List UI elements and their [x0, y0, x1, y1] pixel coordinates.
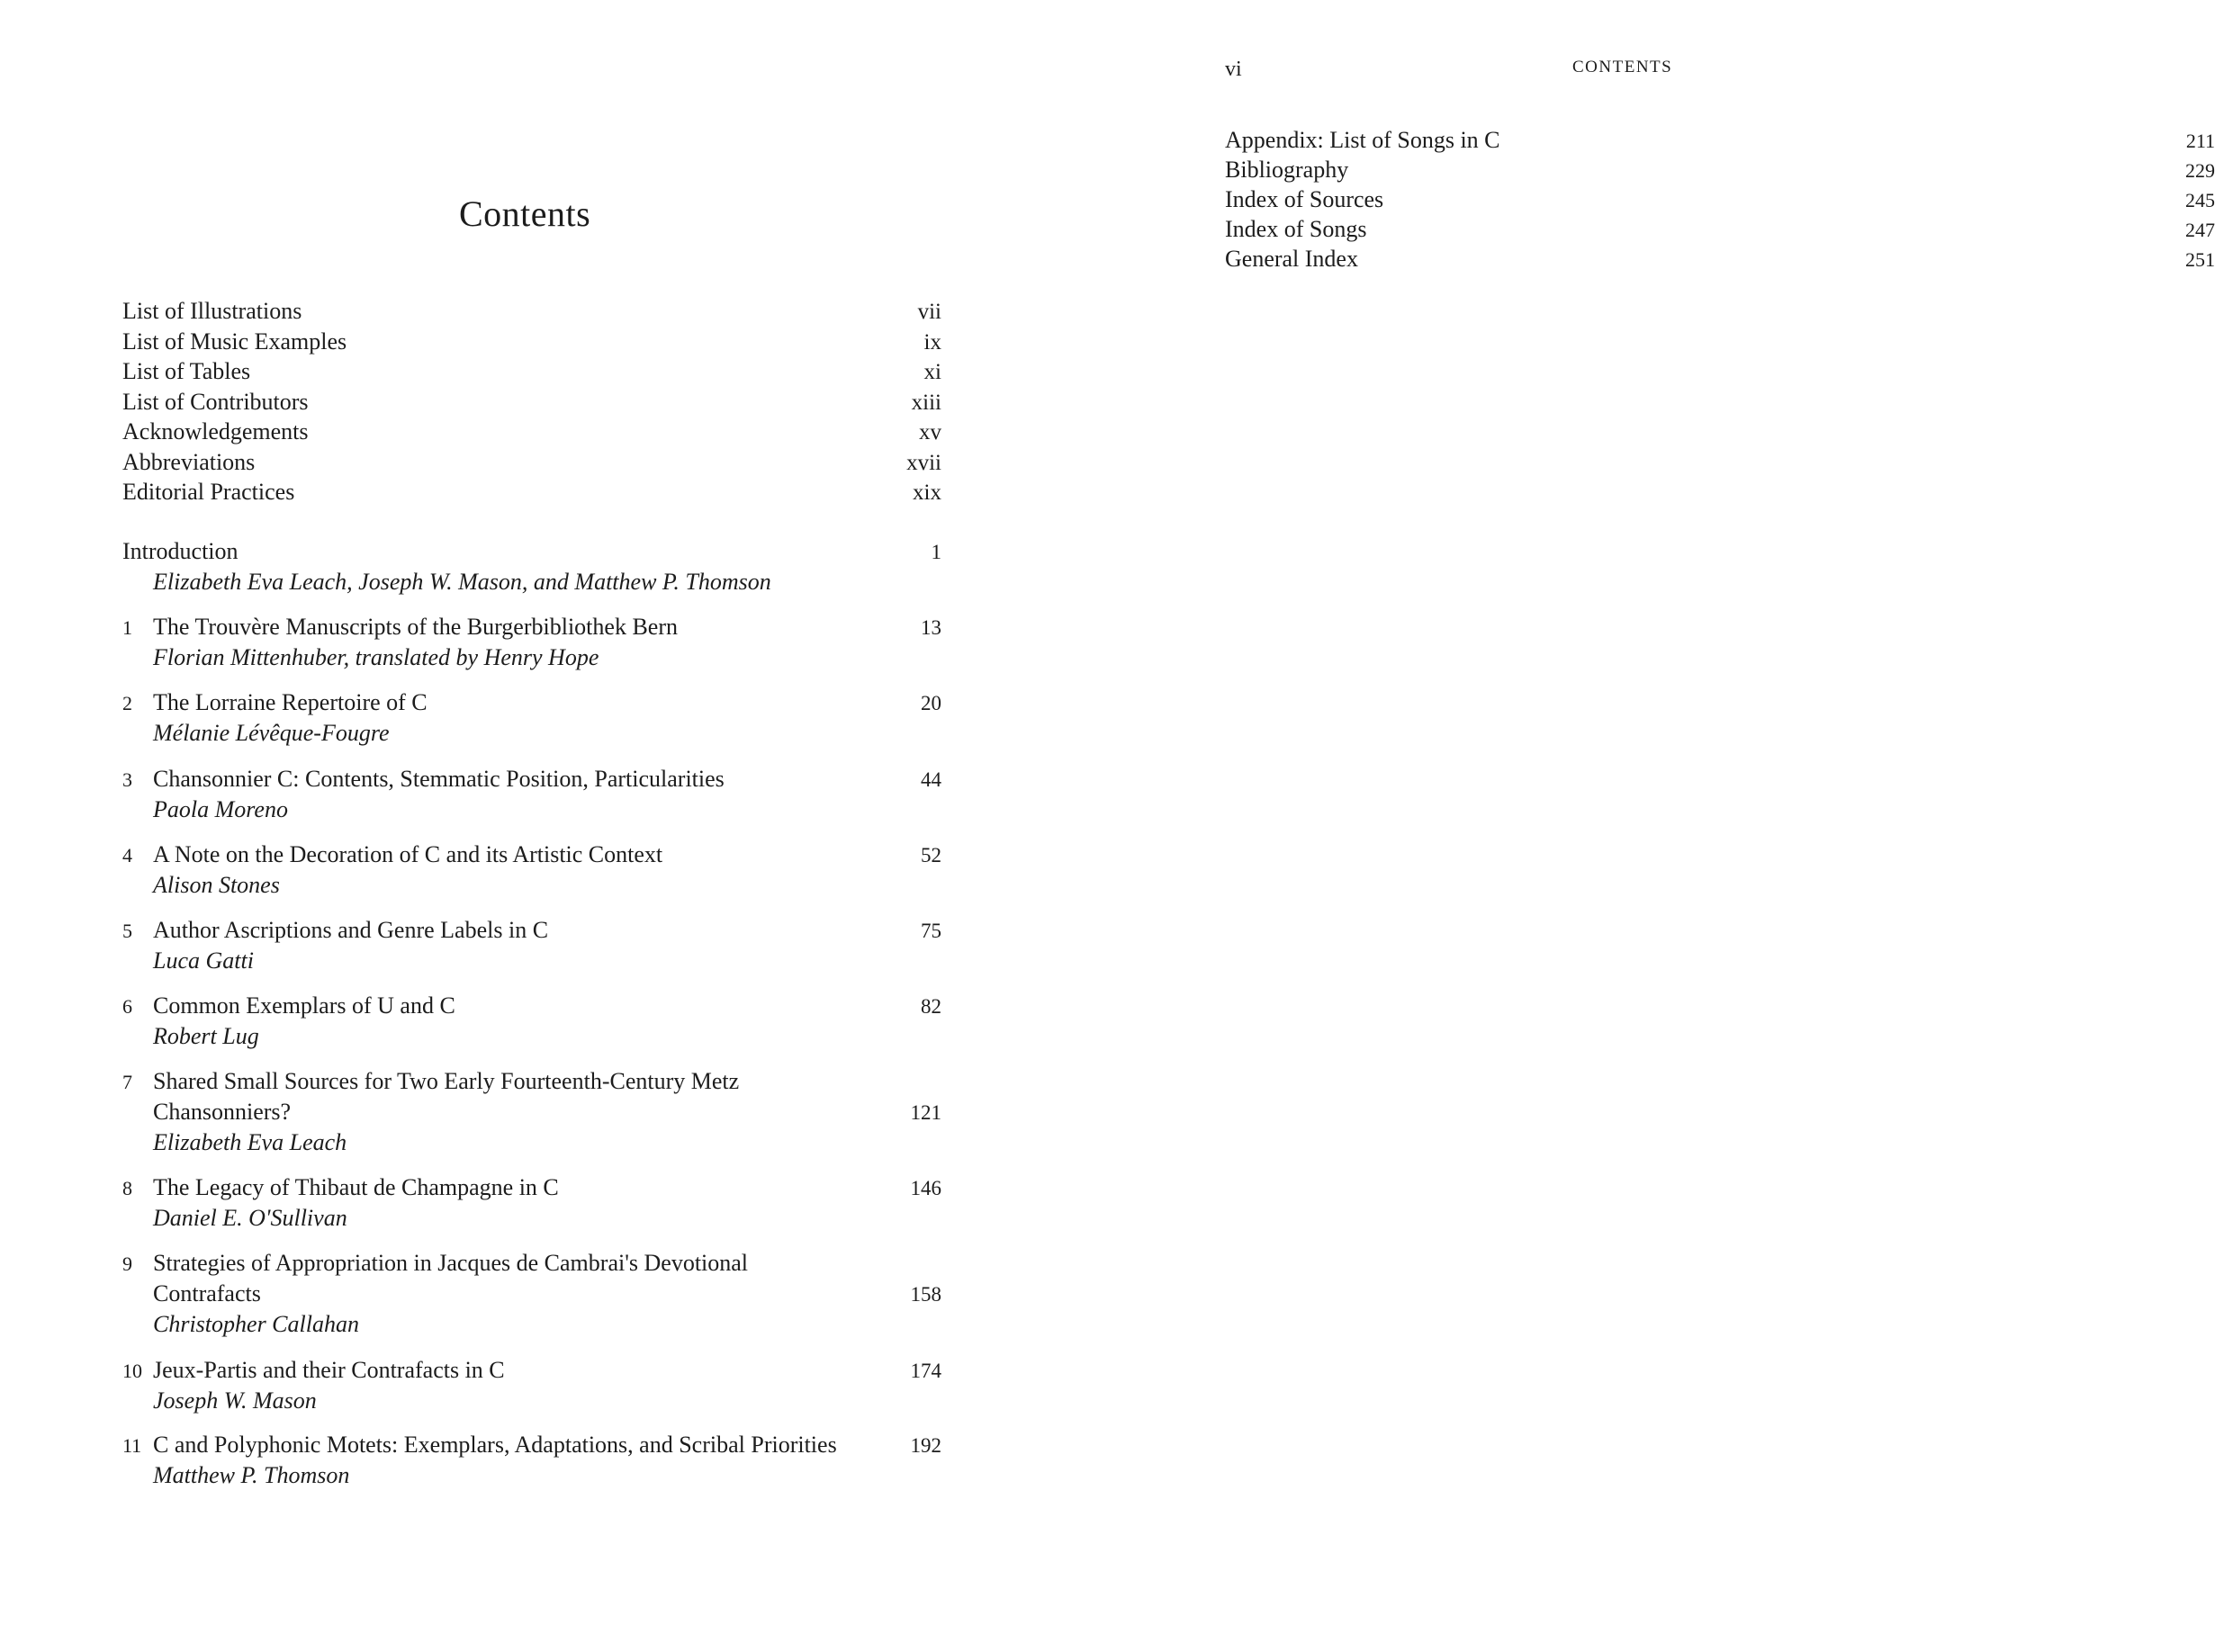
entry-title: Introduction — [122, 538, 239, 564]
entry-title: Jeux-Partis and their Contrafacts in C — [153, 1357, 505, 1383]
entry-title: The Lorraine Repertoire of C — [153, 689, 428, 715]
entry-title: Common Exemplars of U and C — [153, 992, 455, 1019]
entry-title-line: Strategies of Appropriation in Jacques de Cambrai's Devotional — [153, 1250, 749, 1276]
entry-page: xiii — [911, 390, 941, 415]
entry-page: xvii — [906, 450, 941, 475]
entry-author: Elizabeth Eva Leach, Joseph W. Mason, and Matthew P. Thomson — [153, 569, 771, 595]
toc-entry[interactable] — [122, 296, 941, 327]
chapter-number: 11 — [122, 1434, 142, 1457]
chapter-number: 5 — [122, 920, 132, 942]
entry-page: 82 — [921, 995, 941, 1018]
entry-page: 245 — [2185, 189, 2215, 211]
toc-entry[interactable] — [122, 356, 941, 387]
chapter-number: 6 — [122, 995, 132, 1018]
entry-label: General Index — [1225, 246, 1358, 272]
toc-entry[interactable] — [1225, 244, 2215, 274]
toc-entry[interactable] — [1225, 184, 2215, 214]
entry-label: Index of Sources — [1225, 186, 1384, 212]
entry-title-line: Contrafacts — [153, 1280, 261, 1306]
chapter-number: 8 — [122, 1177, 132, 1199]
chapter-entry[interactable] — [122, 1430, 941, 1491]
entry-page: 20 — [921, 692, 941, 714]
chapter-entry[interactable] — [122, 991, 941, 1052]
chapter-entry[interactable] — [122, 612, 941, 673]
entry-author: Florian Mittenhuber, translated by Henry Hope — [153, 644, 599, 670]
toc-entry[interactable] — [1225, 155, 2215, 184]
entry-author: Joseph W. Mason — [153, 1387, 317, 1414]
entry-label: Abbreviations — [122, 448, 256, 475]
chapter-entry[interactable] — [122, 1172, 941, 1234]
chapter-number: 4 — [122, 844, 132, 866]
chapter-number: 9 — [122, 1252, 132, 1275]
chapter-entry[interactable] — [122, 687, 941, 749]
entry-author: Mélanie Lévêque-Fougre — [153, 720, 390, 746]
entry-page: 174 — [910, 1360, 941, 1382]
entry-label: List of Music Examples — [122, 328, 347, 355]
running-head-title: CONTENTS — [1572, 58, 1673, 76]
entry-page: 44 — [921, 768, 941, 791]
entry-title: Chansonnier C: Contents, Stemmatic Position, Particularities — [153, 766, 725, 792]
entry-author: Luca Gatti — [153, 947, 254, 974]
toc-entry[interactable] — [122, 417, 941, 447]
entry-title: Author Ascriptions and Genre Labels in C — [153, 917, 549, 943]
entry-author: Christopher Callahan — [153, 1311, 359, 1337]
page-title: Contents — [459, 193, 591, 234]
entry-page: vii — [917, 300, 941, 324]
chapter-number: 7 — [122, 1071, 132, 1093]
entry-label: Bibliography — [1225, 157, 1349, 183]
toc-entry[interactable] — [122, 447, 941, 478]
entry-title: The Legacy of Thibaut de Champagne in C — [153, 1174, 559, 1200]
chapter-entry[interactable] — [122, 839, 941, 901]
entry-page: 52 — [921, 844, 941, 866]
entry-author: Elizabeth Eva Leach — [153, 1129, 347, 1155]
entry-title: The Trouvère Manuscripts of the Burgerbibliothek Bern — [153, 614, 678, 640]
entry-label: Appendix: List of Songs in C — [1225, 127, 1500, 153]
entry-page: 251 — [2185, 248, 2215, 271]
entry-page: 158 — [910, 1283, 941, 1306]
chapter-entry[interactable] — [122, 1066, 941, 1158]
toc-entry[interactable] — [1225, 214, 2215, 244]
entry-title-line: Chansonniers? — [153, 1099, 292, 1125]
entry-title-line: Shared Small Sources for Two Early Fourteenth-Century Metz — [153, 1068, 740, 1094]
entry-page: ix — [923, 329, 941, 355]
entry-label: List of Contributors — [122, 388, 309, 415]
chapter-entry[interactable] — [122, 1248, 941, 1340]
entry-page: xi — [923, 360, 941, 384]
entry-label: Acknowledgements — [122, 418, 309, 444]
toc-entry[interactable] — [1225, 125, 2215, 155]
entry-page: 211 — [2185, 130, 2215, 152]
entry-page: 229 — [2185, 159, 2215, 182]
entry-author: Paola Moreno — [153, 796, 288, 822]
back-matter-list — [1225, 125, 2215, 274]
left-page — [0, 0, 1072, 1652]
front-matter-list — [122, 296, 941, 507]
entry-page: 121 — [910, 1101, 941, 1124]
entry-page: 192 — [910, 1434, 941, 1457]
entry-label: List of Tables — [122, 358, 251, 384]
entry-label: Editorial Practices — [122, 479, 295, 505]
entry-title: C and Polyphonic Motets: Exemplars, Adaptations, and Scribal Priorities — [153, 1432, 837, 1458]
entry-label: List of Illustrations — [122, 298, 302, 324]
chapter-number: 3 — [122, 768, 132, 791]
toc-entry[interactable] — [122, 387, 941, 417]
entry-author: Daniel E. O'Sullivan — [153, 1205, 347, 1231]
toc-entry[interactable] — [122, 477, 941, 507]
toc-entry[interactable] — [122, 327, 941, 357]
right-page — [1072, 0, 2215, 1652]
entry-page: 75 — [921, 920, 941, 942]
entry-page: 13 — [921, 616, 941, 639]
running-head — [1072, 58, 2144, 85]
entry-page: xv — [919, 420, 941, 444]
chapter-number: 1 — [122, 616, 132, 639]
entry-title: A Note on the Decoration of C and its Artistic Context — [153, 841, 663, 867]
page-number: vi — [1225, 58, 1242, 81]
entry-author: Robert Lug — [153, 1023, 259, 1049]
introduction-entry[interactable] — [122, 536, 941, 597]
chapter-entry[interactable] — [122, 764, 941, 825]
chapter-entry[interactable] — [122, 1355, 941, 1416]
entry-page: 247 — [2185, 219, 2215, 241]
chapter-number: 2 — [122, 692, 132, 714]
entry-author: Alison Stones — [153, 872, 280, 898]
entry-page: 146 — [910, 1177, 941, 1199]
entry-page: 1 — [931, 541, 941, 563]
entry-label: Index of Songs — [1225, 216, 1367, 242]
chapter-entry[interactable] — [122, 915, 941, 976]
entry-page: xix — [913, 480, 941, 505]
entry-author: Matthew P. Thomson — [153, 1462, 350, 1488]
chapter-number: 10 — [122, 1360, 142, 1382]
